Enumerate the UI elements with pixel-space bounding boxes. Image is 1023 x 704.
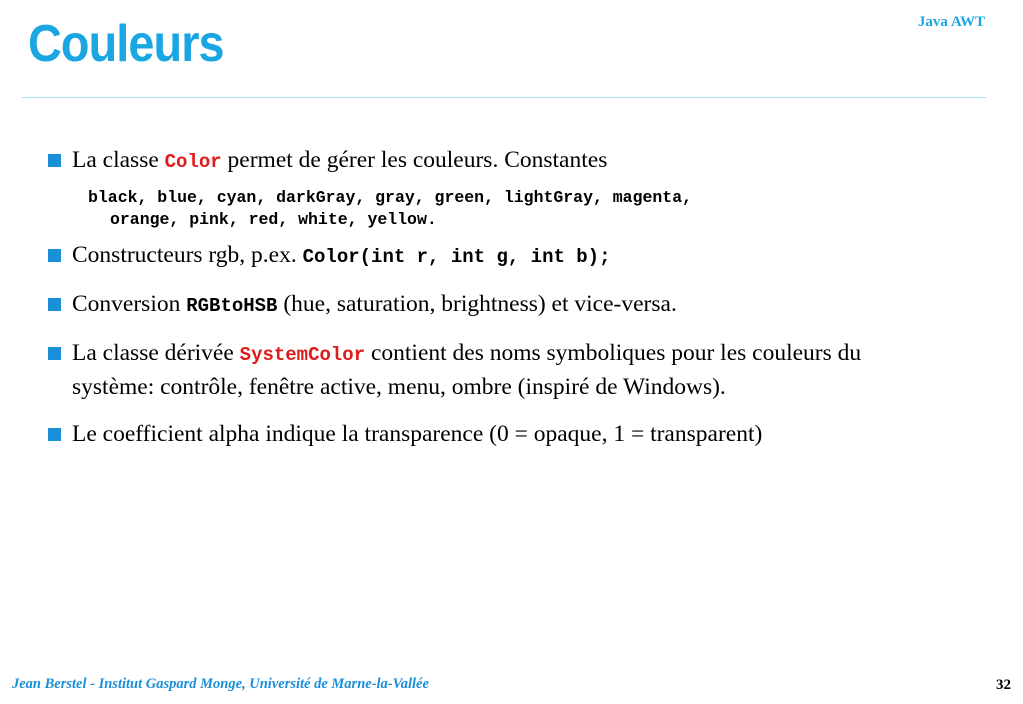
bullet-square-icon	[48, 347, 61, 360]
item-text: Conversion	[72, 291, 187, 317]
bullet-square-icon	[48, 249, 61, 262]
bullet-square-icon	[48, 428, 61, 441]
code-rgbtohsb: RGBtoHSB	[186, 295, 278, 317]
constants-line-1: black, blue, cyan, darkGray, gray, green, lightGray, magenta,	[88, 188, 692, 207]
slide-title: Couleurs	[28, 15, 224, 73]
code-constructor: Color(int r, int g, int b);	[302, 246, 611, 268]
list-item	[44, 337, 924, 403]
code-systemcolor: SystemColor	[239, 344, 366, 366]
item-text: (hue, saturation, brightness) et vice-versa.	[277, 291, 677, 317]
list-item	[44, 418, 924, 450]
item-text: Le coefficient alpha indique la transparence (0 = opaque, 1 = transparent)	[72, 421, 763, 447]
list-item	[44, 288, 924, 322]
section-label: Java AWT	[917, 14, 985, 30]
item-text: La classe	[72, 147, 165, 173]
code-color: Color	[164, 151, 222, 173]
list-item	[44, 239, 924, 273]
constants-list	[44, 187, 924, 231]
bullet-square-icon	[48, 154, 61, 167]
title-divider	[22, 97, 986, 98]
item-text: permet de gérer les couleurs. Constantes	[221, 147, 608, 173]
bullet-square-icon	[48, 298, 61, 311]
item-text: contient des noms symboliques pour les couleurs du système: contrôle, fenêtre active, menu, ombre (inspiré de Windows).	[72, 340, 862, 400]
footer-author: Jean Berstel - Institut Gaspard Monge, Université de Marne-la-Vallée	[12, 676, 429, 692]
constants-line-2: orange, pink, red, white, yellow.	[110, 210, 437, 229]
item-text: Constructeurs rgb, p.ex.	[72, 242, 303, 268]
bullet-list	[44, 144, 924, 465]
item-text: La classe dérivée	[72, 340, 240, 366]
list-item	[44, 144, 924, 178]
page-number: 32	[996, 677, 1011, 693]
